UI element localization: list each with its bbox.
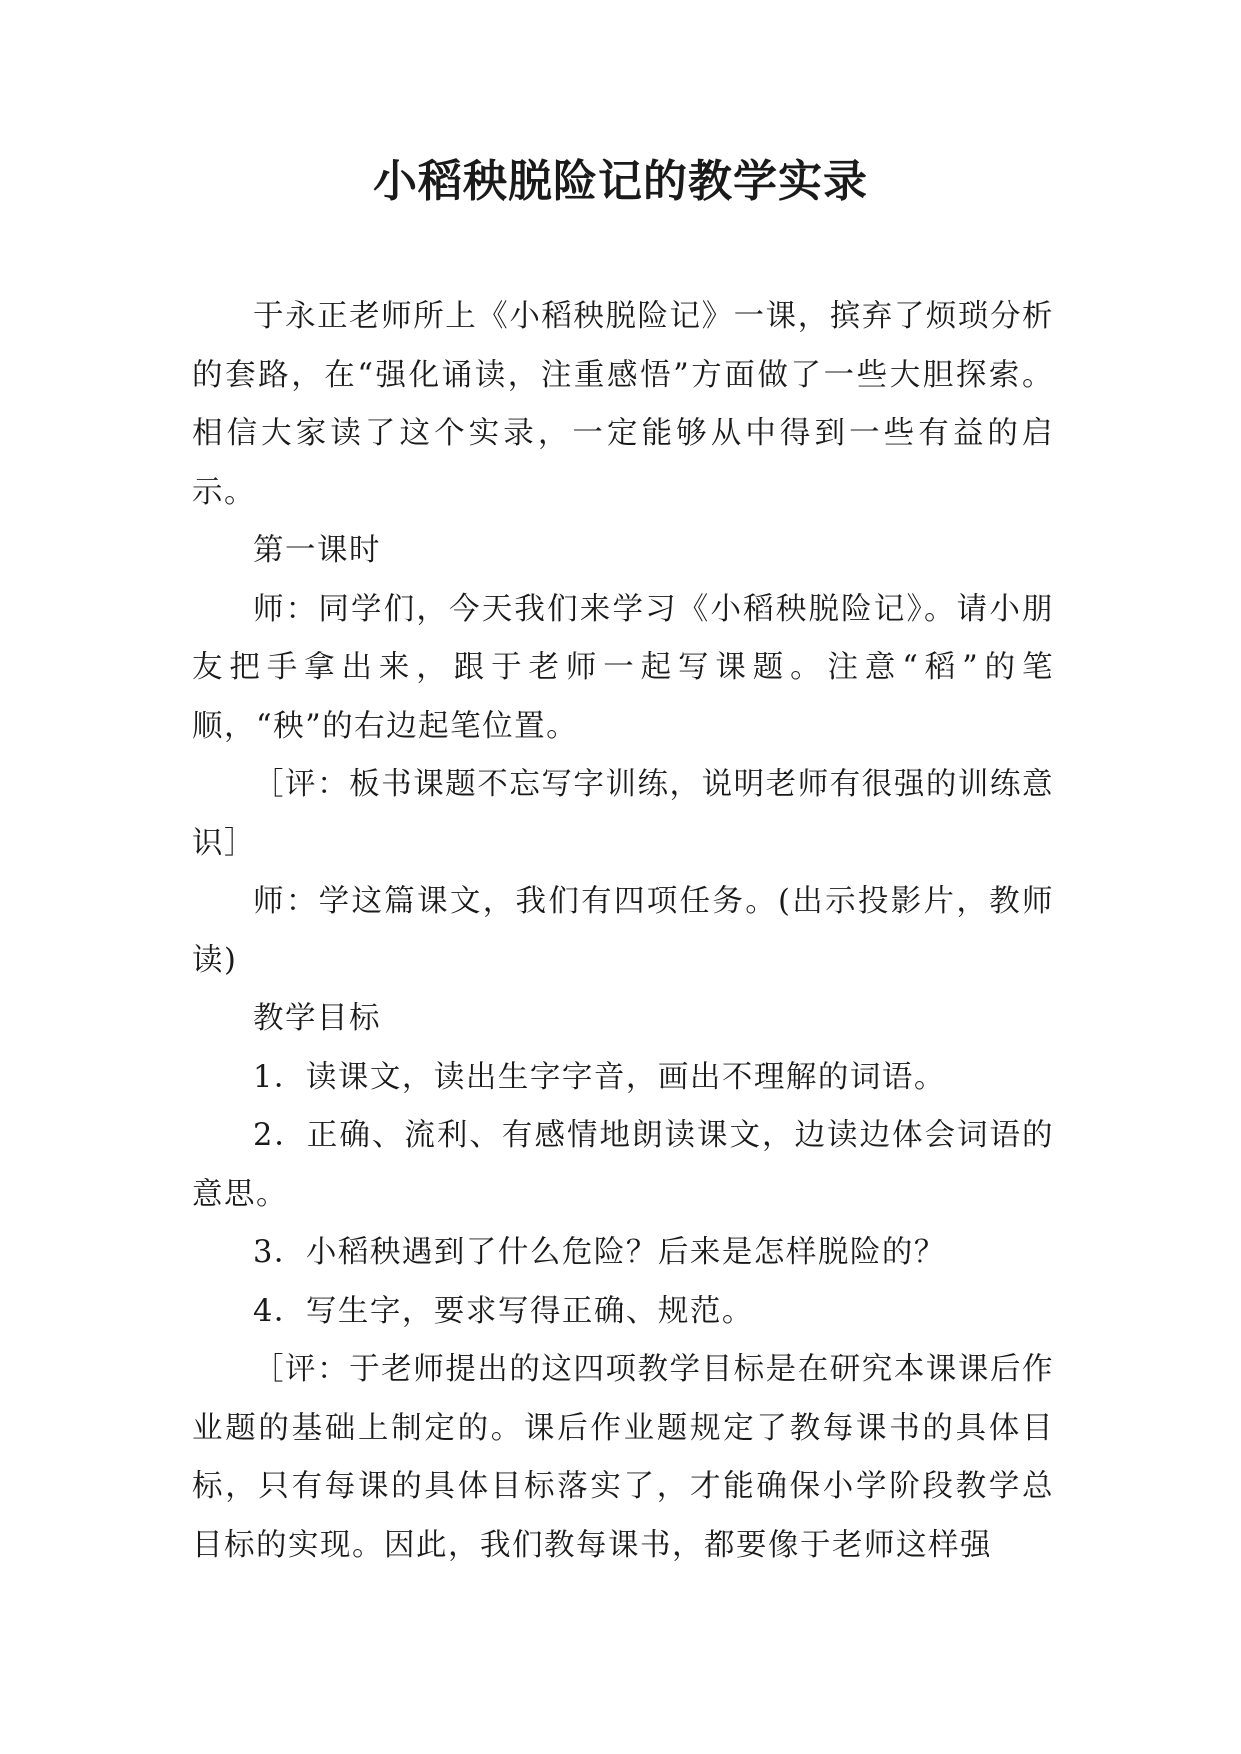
teaching-goals-heading: 教学目标 — [253, 1001, 381, 1036]
comment-paragraph: ［评：于老师提出的这四项教学目标是在研究本课课后作业题的基础上制定的。课后作业题规定了教每课书的具体目标，只有每课的具体目标落实了，才能确保小学阶段教学总目标的实现。因此，我们教每课书，都要像于老师这样强 — [192, 1352, 1054, 1563]
goal-item: 2．正确、流利、有感情地朗读课文，边读边体会词语的意思。 — [192, 1118, 1054, 1212]
document-title: 小稻秧脱险记的教学实录 — [373, 156, 868, 207]
goal-item: 3．小稻秧遇到了什么危险？后来是怎样脱险的？ — [253, 1235, 946, 1270]
teacher-paragraph: 师：学这篇课文，我们有四项任务。(出示投影片，教师读) — [192, 884, 1054, 978]
goal-item: 4．写生字，要求写得正确、规范。 — [253, 1293, 754, 1329]
intro-paragraph: 于永正老师所上《小稻秧脱险记》一课，摈弃了烦琐分析的套路，在“强化诵读，注重感悟”方面做了一些大胆探索。相信大家读了这个实录，一定能够从中得到一些有益的启示。 — [192, 299, 1054, 510]
goal-item: 1．读课文，读出生字字音，画出不理解的词语。 — [253, 1059, 946, 1095]
section-heading-first-lesson: 第一课时 — [253, 533, 381, 568]
comment-paragraph: ［评：板书课题不忘写字训练，说明老师有很强的训练意识］ — [192, 767, 1054, 861]
teacher-paragraph: 师：同学们，今天我们来学习《小稻秧脱险记》。请小朋友把手拿出来，跟于老师一起写课题。注意“稻”的笔顺，“秧”的右边起笔位置。 — [192, 591, 1054, 744]
document-body — [192, 288, 1054, 1575]
